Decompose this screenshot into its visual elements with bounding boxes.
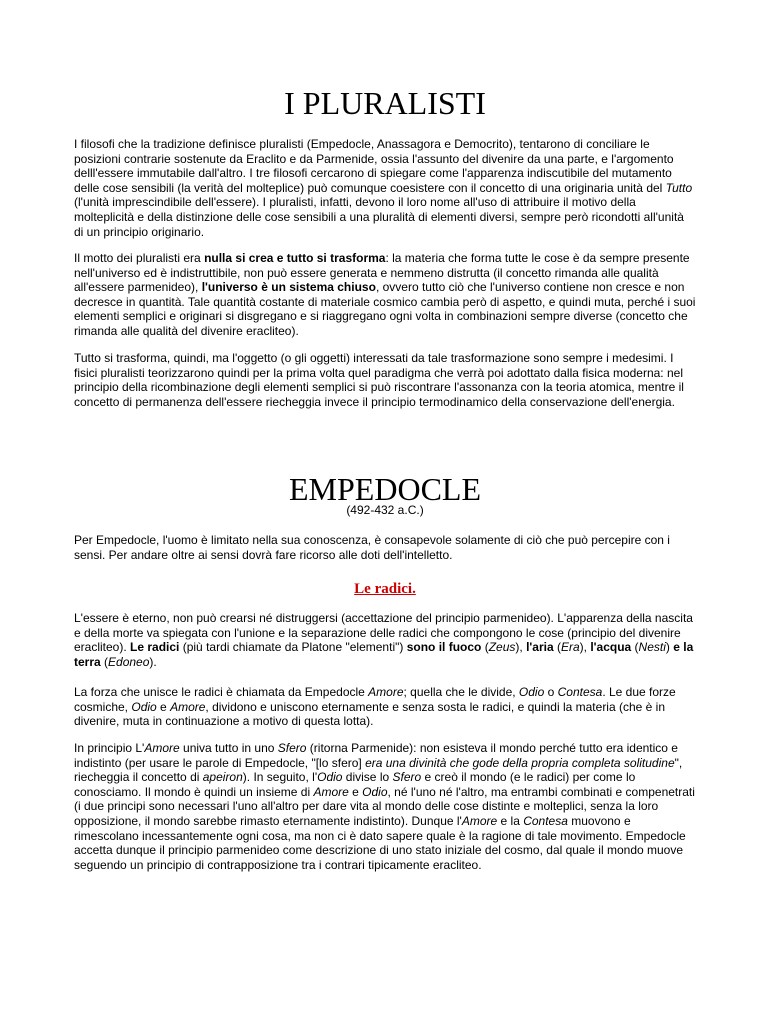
text-run: o — [544, 685, 558, 699]
text-run: L'essere è eterno, non può crearsi né distruggersi (accettazione del principio parmenideo). L'apparenza della nascita e della morte va spiegata con l'unione e la separazione delle radici che compongono le cose (principio del divenire eracliteo). — [74, 611, 693, 655]
text-run: ). In seguito, l' — [242, 770, 318, 785]
text-run-italic: Zeus — [488, 640, 516, 655]
heading-empedocle: EMPEDOCLE — [289, 471, 481, 507]
paragraph-empedocle-intro — [74, 533, 696, 562]
text-run: e — [156, 699, 171, 714]
text-run-italic: Amore — [170, 699, 206, 714]
text-run-italic: Contesa — [523, 813, 568, 828]
text-run: ( — [481, 640, 489, 655]
paragraph-pluralisti-motto — [74, 251, 696, 339]
text-run-italic: Amore — [461, 813, 498, 828]
text-run-italic: Odio — [518, 685, 545, 699]
empedocle-dates: (492-432 a.C.) — [346, 503, 424, 517]
text-run: ). — [149, 654, 157, 669]
text-run: ), — [579, 640, 591, 655]
text-run: (l'unità imprescindibile dell'essere). I pluralisti, infatti, devono il loro nome all'uso di attribuire il motivo della molteplicità e della distinzione delle cose sensibili a una pluralità di elementi diversi, sempre però ricondotti all'unità di un principio originario. — [74, 195, 684, 239]
text-run-bold: l'universo è un sistema chiuso — [201, 280, 376, 295]
text-run: (ritorna Parmenide): non esisteva il mondo perché tutto era identico e indistinto (per usare le parole di Empedocle, "[lo sfero] — [74, 741, 678, 770]
text-run: , dividono e uniscono eternamente e senza sosta le radici, e quindi la materia (che è in divenire, muta in continuazione a motivo di questa lotta). — [74, 699, 666, 729]
text-run-italic: Era — [560, 640, 580, 655]
text-run-italic: Edoneo — [108, 654, 150, 669]
text-run-italic: Amore — [368, 685, 404, 699]
text-run-italic: Odio — [317, 770, 343, 785]
heading-pluralisti: I PLURALISTI — [284, 85, 486, 121]
text-run: ( — [100, 654, 109, 669]
text-run-bold: e la terra — [74, 640, 694, 669]
subheading-le-radici: Le radici. — [354, 581, 416, 597]
text-run: Per Empedocle, l'uomo è limitato nella sua conoscenza, è consapevole solamente di ciò che può percepire con i sensi. Per andare oltre ai sensi dovrà fare ricorso alle doti dell'intelletto. — [74, 533, 670, 562]
paragraph-forze — [74, 685, 696, 729]
paragraph-pluralisti-trasforma — [74, 351, 696, 409]
text-run: ( — [631, 640, 639, 655]
text-run: . Le due forze cosmiche, — [74, 685, 676, 714]
text-run: Tutto si trasforma, quindi, ma l'oggetto (o gli oggetti) interessati da tale trasformazione sono sempre i medesimi. I fisici pluralisti teorizzarono quindi per la prima volta quel paradigma che verrà poi adottato dalla fisica moderna: nel principio della ricombinazione degli elementi semplici si può riscontrare l'assonanza con la teoria atomica, mentre il concetto di permanenza dell'essere riecheggia invece il principio termodinamico della conservazione dell'energia. — [74, 351, 684, 409]
text-run-italic: Odio — [362, 784, 388, 799]
text-run-italic: Contesa — [557, 685, 603, 699]
text-run: , ovvero tutto ciò che l'universo contiene non cresce e non decresce in quantità. Tale quantità costante di materiale cosmico cambia però di aspetto, e quindi muta, perché i suoi elementi semplici e originari si disgregano e si riaggregano ogni volta in combinazioni sempre diverse (concetto che rimanda alle qualità del divenire eracliteo). — [74, 280, 696, 338]
text-run-italic: Sfero — [392, 770, 422, 785]
text-run: La forza che unisce le radici è chiamata da Empedocle — [74, 685, 369, 699]
text-run-bold: sono il fuoco — [406, 640, 482, 655]
text-run: : la materia che forma tutte le cose è da sempre presente nell'universo ed è indistruttibile, non può essere generata e nemmeno distrutta (il concetto rimanda alle qualità all'essere parmenideo), — [74, 251, 690, 295]
text-run: ), — [515, 640, 527, 655]
paragraph-pluralisti-intro — [74, 137, 696, 239]
paragraph-radici — [74, 611, 696, 669]
text-run-italic: Amore — [313, 784, 349, 799]
text-run: , né l'uno né l'altro, ma entrambi combinati e compenetrati (i due principi sono necessari l'uno all'altro per dare vita al mondo delle cose distinte e molteplici, senza la loro opposizione, il mondo sarebbe rimasto eternamente indistinto). Dunque l' — [74, 784, 695, 828]
text-run-italic: Amore — [144, 741, 180, 755]
text-run: divise lo — [342, 770, 393, 785]
text-run: ; quella che le divide, — [403, 685, 519, 699]
text-run-italic: Sfero — [277, 741, 307, 755]
text-run: muovono e rimescolano incessantemente ogni cosa, ma non ci è dato sapere quale è la ragione di tale movimento. Empedocle accetta dunque il principio parmenideo come descrizione di uno stato iniziale del cosmo, dal quale il mondo muove seguendo un principio di contrapposizione tra i contrari tipicamente eracliteo. — [74, 813, 686, 872]
text-run-italic: era una divinità che gode della propria completa solitudine — [365, 755, 675, 770]
text-run-italic: Nesti — [638, 640, 666, 655]
text-run: e creò il mondo (e le radici) per come lo conosciamo. Il mondo è quindi un insieme di — [74, 770, 636, 799]
text-run: (più tardi chiamate da Platone "elementi") — [179, 640, 407, 655]
text-run-italic: apeiron — [202, 770, 243, 785]
text-run: In principio L' — [74, 741, 145, 755]
text-run-bold: l'aria — [526, 640, 554, 655]
text-run: ( — [553, 640, 561, 655]
text-run-bold: Le radici — [130, 640, 180, 655]
text-run: I filosofi che la tradizione definisce pluralisti (Empedocle, Anassagora e Democrito), tentarono di conciliare le posizioni contrarie sostenute da Eraclito e da Parmenide, ossia l'assunto del divenire da una parte, e l'argomento delll'essere immutabile dall'altro. I tre filosofi cercarono di spiegare come l'apparenza indiscutibile del mutamento delle cose sensibili (la verità del molteplice) può comunque coesistere con il concetto di una originaria unità del — [74, 137, 674, 195]
text-run: ", riecheggia il concetto di — [74, 755, 683, 785]
text-run: ) — [665, 640, 674, 655]
text-run-italic: Odio — [131, 699, 157, 714]
text-run: e — [348, 784, 363, 799]
text-run-bold: nulla si crea e tutto si trasforma — [204, 251, 386, 265]
text-run: Il motto dei pluralisti era — [74, 251, 205, 265]
paragraph-sfero — [74, 741, 696, 872]
text-run-bold: l'acqua — [590, 640, 632, 655]
text-run: univa tutto in uno — [179, 741, 278, 755]
text-run-italic: Tutto — [665, 180, 693, 195]
text-run: e la — [497, 813, 524, 828]
